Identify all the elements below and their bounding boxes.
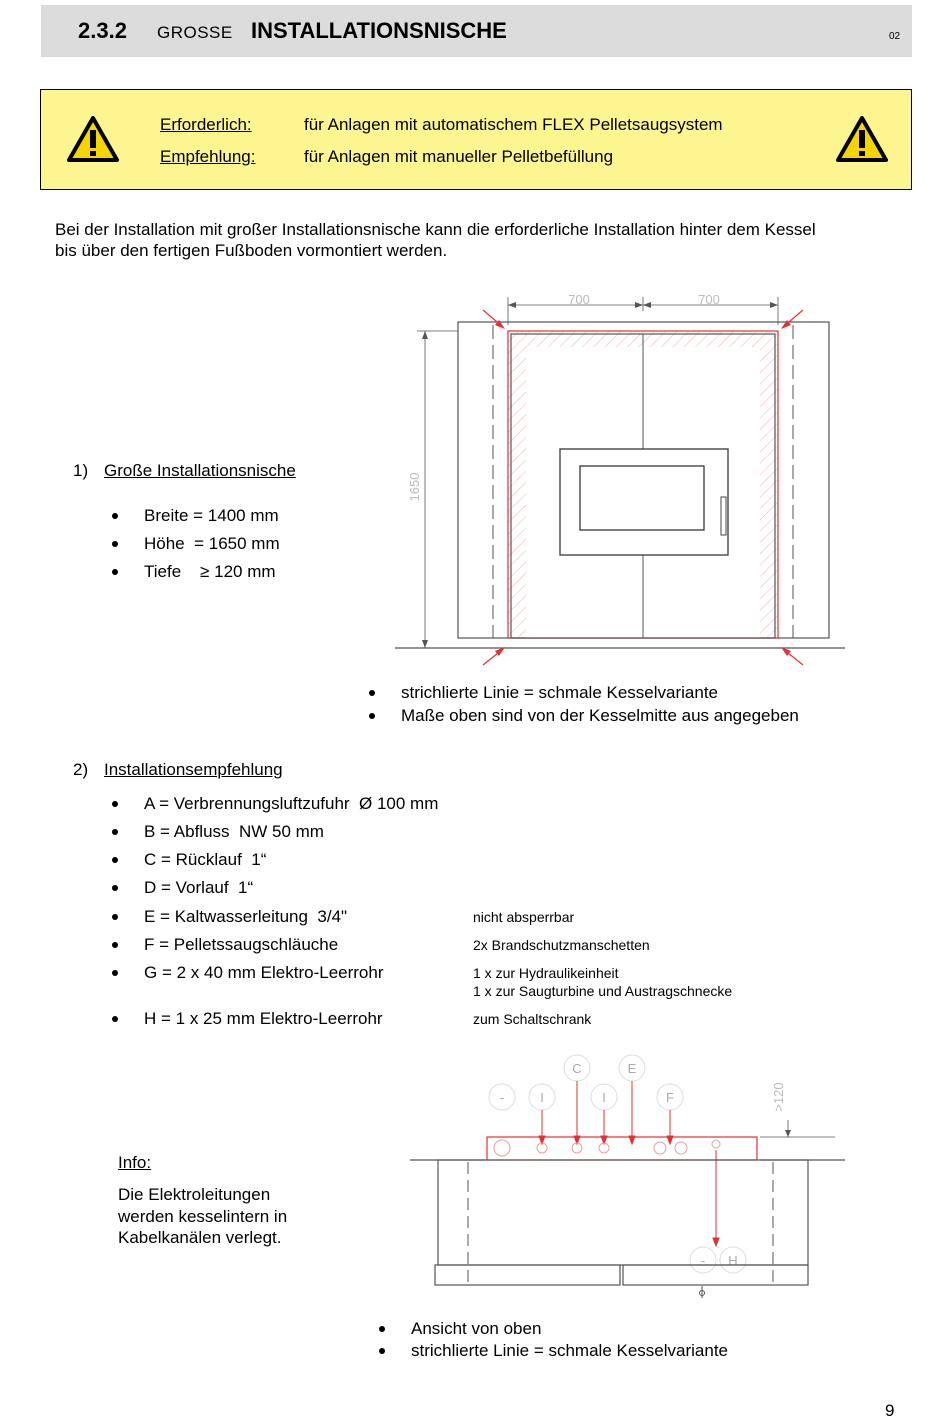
- pipe-label: F: [666, 1090, 674, 1105]
- section2-item: H = 1 x 25 mm Elektro-Leerrohr: [144, 1009, 383, 1028]
- pipe-label: E: [627, 1061, 637, 1076]
- bottom-note: Ansicht von oben: [411, 1319, 542, 1338]
- bullet: [112, 801, 118, 807]
- info-line: werden kesselintern in: [118, 1207, 288, 1226]
- bullet: [379, 1348, 385, 1354]
- section2-item-note-2: 1 x zur Saugturbine und Austragschnecke: [473, 983, 733, 999]
- required-label: Erforderlich:: [160, 115, 252, 134]
- section1-item: Höhe = 1650 mm: [144, 534, 280, 553]
- section1-item: Tiefe ≥ 120 mm: [144, 562, 276, 581]
- dim-left-label: 700: [568, 292, 590, 307]
- bullet: [112, 1016, 118, 1022]
- bullet: [112, 885, 118, 891]
- section2-item-note: 1 x zur Hydraulikeinheit: [473, 965, 619, 981]
- info-line: Kabelkanälen verlegt.: [118, 1228, 282, 1247]
- diagram1-note: Maße oben sind von der Kesselmitte aus angegeben: [401, 706, 799, 725]
- section1-item: Breite = 1400 mm: [144, 506, 279, 525]
- pipe-label: I: [602, 1090, 606, 1105]
- section2-item-note: zum Schaltschrank: [473, 1011, 592, 1027]
- dim-right-label: 700: [698, 292, 720, 307]
- section-number: 2.3.2: [78, 18, 127, 43]
- section2-number: 2): [73, 760, 89, 779]
- info-line: Die Elektroleitungen: [118, 1185, 271, 1204]
- section2-item-note: nicht absperrbar: [473, 909, 575, 925]
- section2-item: D = Vorlauf 1“: [144, 878, 254, 897]
- info-title: Info:: [118, 1153, 152, 1172]
- bullet: [112, 970, 118, 976]
- pipe-label: -: [700, 1253, 706, 1268]
- section-prefix: GROSSE: [157, 23, 233, 42]
- bullet: [369, 690, 375, 696]
- section2-item: G = 2 x 40 mm Elektro-Leerrohr: [144, 963, 384, 982]
- bottom-note: strichlierte Linie = schmale Kesselvariante: [411, 1341, 729, 1360]
- pipe-label: H: [728, 1253, 738, 1268]
- section1-number: 1): [73, 461, 89, 480]
- pipe-label: -: [499, 1090, 505, 1105]
- page-code: 02: [889, 31, 901, 42]
- bullet: [112, 829, 118, 835]
- section2-item: B = Abfluss NW 50 mm: [144, 822, 324, 841]
- section2-item: A = Verbrennungsluftzufuhr Ø 100 mm: [144, 794, 439, 813]
- niche-front-diagram: [395, 285, 855, 670]
- recommend-text: für Anlagen mit manueller Pelletbefüllung: [304, 147, 614, 166]
- warning-triangle-icon: [836, 116, 888, 162]
- warning-triangle-icon: [67, 116, 119, 162]
- recommend-label: Empfehlung:: [160, 147, 256, 166]
- intro-line-1: Bei der Installation mit großer Installationsnische kann die erforderliche Installation hinter dem Kessel: [55, 220, 816, 239]
- bullet: [112, 914, 118, 920]
- bullet: [379, 1326, 385, 1332]
- pipe-label: I: [540, 1090, 544, 1105]
- top-view-diagram: [405, 1050, 850, 1305]
- bullet: [112, 857, 118, 863]
- bullet: [112, 513, 118, 519]
- required-text: für Anlagen mit automatischem FLEX Pelletsaugsystem: [304, 115, 723, 134]
- section2-item: F = Pelletssaugschläuche: [144, 935, 339, 954]
- page-number: 9: [885, 1401, 895, 1418]
- bullet: [369, 713, 375, 719]
- section2-item-note: 2x Brandschutzmanschetten: [473, 937, 650, 953]
- depth-dim-label: >120: [771, 1082, 786, 1112]
- section2-item: C = Rücklauf 1“: [144, 850, 267, 869]
- diagram1-note: strichlierte Linie = schmale Kesselvariante: [401, 683, 719, 702]
- bullet: [112, 541, 118, 547]
- section2-item: E = Kaltwasserleitung 3/4": [144, 907, 348, 926]
- section-title: INSTALLATIONSNISCHE: [251, 18, 507, 43]
- warning-box: [40, 89, 912, 190]
- section1-title: Große Installationsnische: [104, 461, 296, 480]
- dim-height-label: 1650: [407, 472, 422, 502]
- pipe-label: C: [572, 1061, 582, 1076]
- intro-line-2: bis über den fertigen Fußboden vormontiert werden.: [55, 241, 448, 260]
- bullet: [112, 569, 118, 575]
- bullet: [112, 942, 118, 948]
- section2-title: Installationsempfehlung: [104, 760, 283, 779]
